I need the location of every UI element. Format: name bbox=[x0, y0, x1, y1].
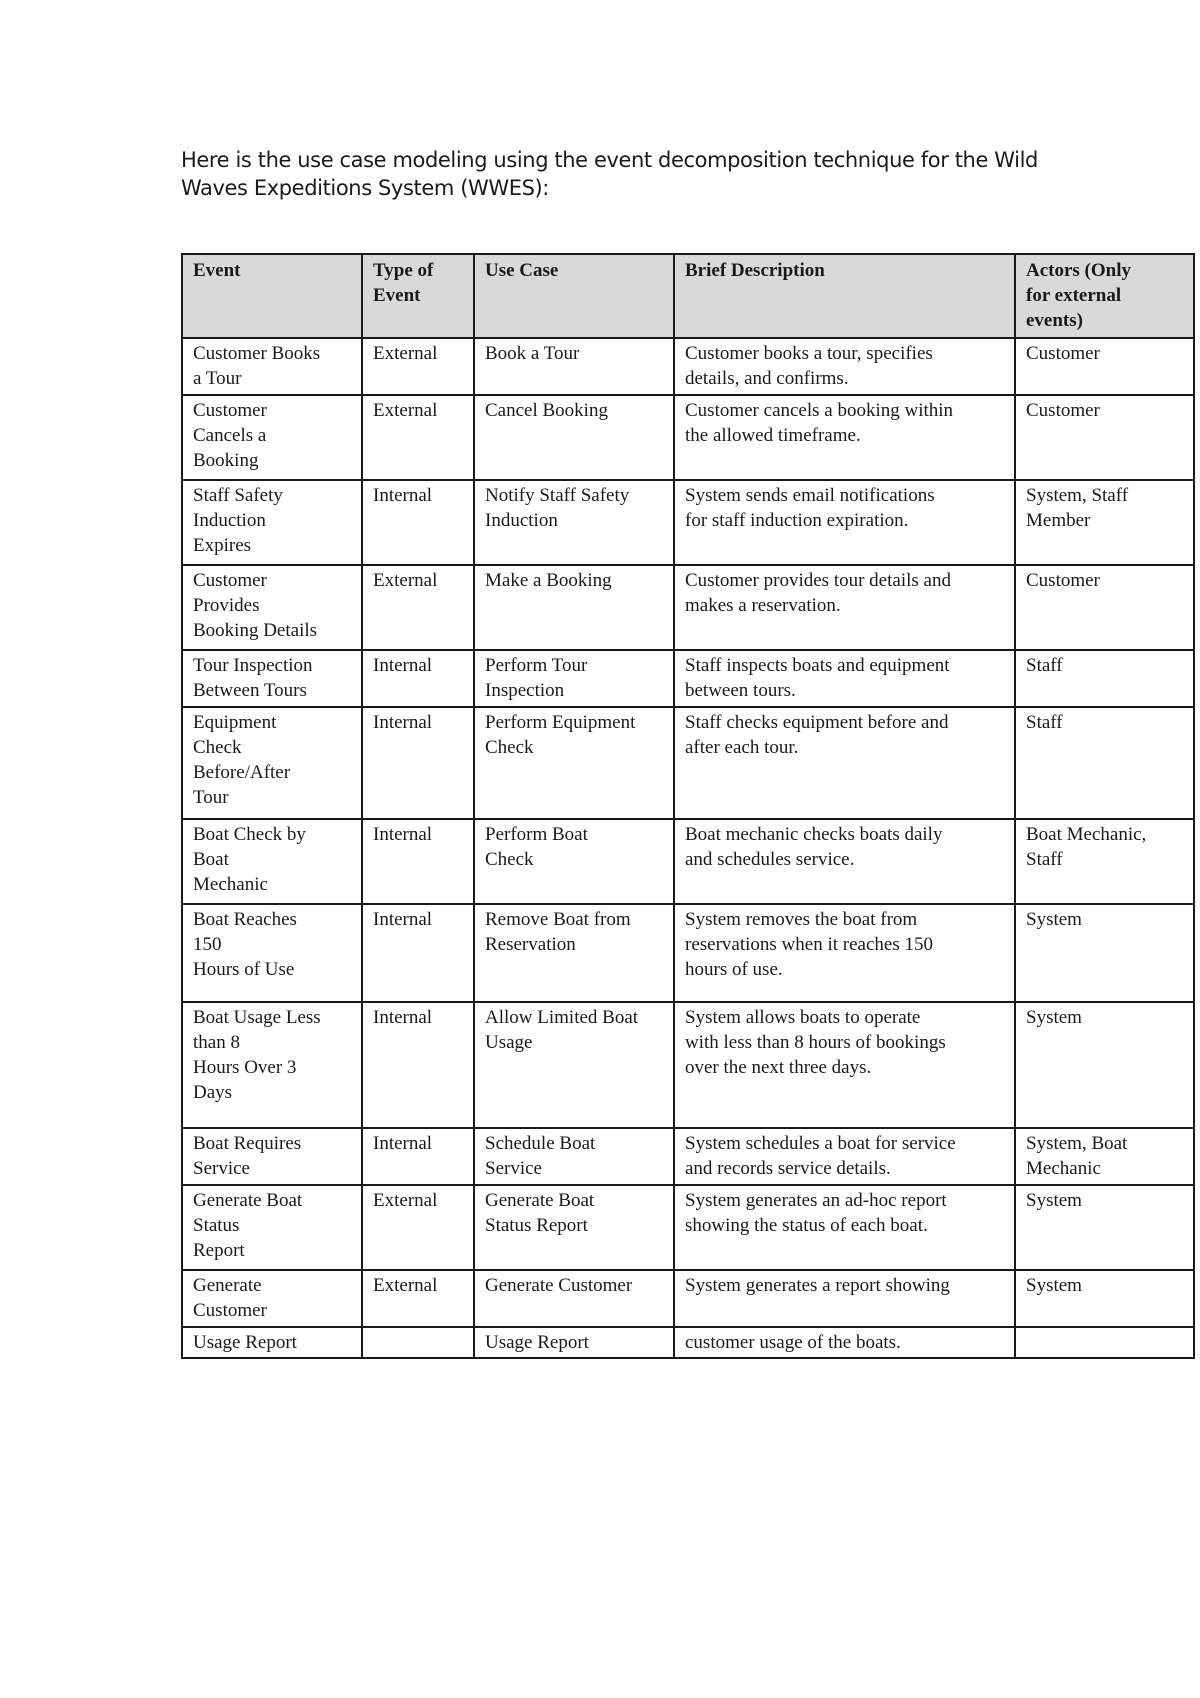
cell-use-case: Perform Equipment Check bbox=[474, 707, 674, 819]
cell-description: Customer provides tour details and makes a reservation. bbox=[674, 565, 1015, 650]
cell-description: System removes the boat from reservations when it reaches 150 hours of use. bbox=[674, 904, 1015, 1002]
table-row bbox=[182, 904, 1194, 1002]
cell-actors: System, Staff Member bbox=[1015, 480, 1194, 565]
cell-actors: Customer bbox=[1015, 338, 1194, 395]
cell-use-case: Perform Boat Check bbox=[474, 819, 674, 904]
cell-type: External bbox=[362, 338, 474, 395]
cell-use-case: Cancel Booking bbox=[474, 395, 674, 480]
cell-actors: System bbox=[1015, 1270, 1194, 1327]
cell-type: Internal bbox=[362, 819, 474, 904]
table-row bbox=[182, 650, 1194, 707]
cell-type: Internal bbox=[362, 650, 474, 707]
header-event: Event bbox=[182, 254, 362, 338]
table-row bbox=[182, 1270, 1194, 1327]
cell-description: customer usage of the boats. bbox=[674, 1327, 1015, 1358]
header-brief-description: Brief Description bbox=[674, 254, 1015, 338]
cell-use-case: Usage Report bbox=[474, 1327, 674, 1358]
cell-actors: System, Boat Mechanic bbox=[1015, 1128, 1194, 1185]
cell-event: Boat Usage Less than 8 Hours Over 3 Days bbox=[182, 1002, 362, 1128]
header-actors: Actors (Only for external events) bbox=[1015, 254, 1194, 338]
cell-use-case: Remove Boat from Reservation bbox=[474, 904, 674, 1002]
cell-type bbox=[362, 1327, 474, 1358]
intro-paragraph bbox=[181, 146, 1081, 202]
cell-event: Tour Inspection Between Tours bbox=[182, 650, 362, 707]
cell-actors: System bbox=[1015, 1002, 1194, 1128]
table-row bbox=[182, 480, 1194, 565]
cell-use-case: Book a Tour bbox=[474, 338, 674, 395]
cell-event: Boat Check by Boat Mechanic bbox=[182, 819, 362, 904]
cell-use-case: Schedule Boat Service bbox=[474, 1128, 674, 1185]
table-row bbox=[182, 565, 1194, 650]
cell-event: Generate Customer bbox=[182, 1270, 362, 1327]
cell-use-case: Make a Booking bbox=[474, 565, 674, 650]
cell-description: Staff inspects boats and equipment between tours. bbox=[674, 650, 1015, 707]
cell-event: Staff Safety Induction Expires bbox=[182, 480, 362, 565]
use-case-table bbox=[181, 253, 1195, 1359]
cell-type: Internal bbox=[362, 707, 474, 819]
cell-description: System generates an ad-hoc report showing the status of each boat. bbox=[674, 1185, 1015, 1270]
cell-use-case: Generate Customer bbox=[474, 1270, 674, 1327]
cell-event: Boat Reaches 150 Hours of Use bbox=[182, 904, 362, 1002]
cell-use-case: Generate Boat Status Report bbox=[474, 1185, 674, 1270]
table-row bbox=[182, 819, 1194, 904]
cell-event: Customer Cancels a Booking bbox=[182, 395, 362, 480]
cell-use-case: Allow Limited Boat Usage bbox=[474, 1002, 674, 1128]
table-row bbox=[182, 707, 1194, 819]
cell-type: Internal bbox=[362, 480, 474, 565]
table-row bbox=[182, 1128, 1194, 1185]
cell-description: Customer cancels a booking within the allowed timeframe. bbox=[674, 395, 1015, 480]
cell-description: Boat mechanic checks boats daily and schedules service. bbox=[674, 819, 1015, 904]
table-row bbox=[182, 1327, 1194, 1358]
table-row bbox=[182, 1002, 1194, 1128]
cell-description: Staff checks equipment before and after each tour. bbox=[674, 707, 1015, 819]
cell-event: Customer Provides Booking Details bbox=[182, 565, 362, 650]
cell-type: External bbox=[362, 565, 474, 650]
cell-event: Equipment Check Before/After Tour bbox=[182, 707, 362, 819]
cell-actors: System bbox=[1015, 1185, 1194, 1270]
table-row bbox=[182, 395, 1194, 480]
cell-actors: Boat Mechanic, Staff bbox=[1015, 819, 1194, 904]
cell-type: External bbox=[362, 1185, 474, 1270]
table-header-row bbox=[182, 254, 1194, 338]
cell-actors: Customer bbox=[1015, 565, 1194, 650]
cell-type: External bbox=[362, 395, 474, 480]
cell-event: Usage Report bbox=[182, 1327, 362, 1358]
cell-actors: System bbox=[1015, 904, 1194, 1002]
cell-event: Boat Requires Service bbox=[182, 1128, 362, 1185]
intro-line-2: Waves Expeditions System (WWES): bbox=[181, 176, 549, 200]
cell-use-case: Perform Tour Inspection bbox=[474, 650, 674, 707]
cell-event: Generate Boat Status Report bbox=[182, 1185, 362, 1270]
intro-line-1: Here is the use case modeling using the event decomposition technique for the Wild bbox=[181, 148, 1038, 172]
cell-type: Internal bbox=[362, 1002, 474, 1128]
cell-use-case: Notify Staff Safety Induction bbox=[474, 480, 674, 565]
table-row bbox=[182, 338, 1194, 395]
cell-actors bbox=[1015, 1327, 1194, 1358]
cell-description: System allows boats to operate with less than 8 hours of bookings over the next three days. bbox=[674, 1002, 1015, 1128]
header-type-of-event: Type of Event bbox=[362, 254, 474, 338]
cell-description: System generates a report showing bbox=[674, 1270, 1015, 1327]
table-row bbox=[182, 1185, 1194, 1270]
cell-type: External bbox=[362, 1270, 474, 1327]
cell-type: Internal bbox=[362, 904, 474, 1002]
cell-event: Customer Books a Tour bbox=[182, 338, 362, 395]
cell-actors: Staff bbox=[1015, 650, 1194, 707]
cell-type: Internal bbox=[362, 1128, 474, 1185]
cell-actors: Customer bbox=[1015, 395, 1194, 480]
table-body bbox=[182, 338, 1194, 1358]
cell-description: Customer books a tour, specifies details, and confirms. bbox=[674, 338, 1015, 395]
cell-description: System schedules a boat for service and records service details. bbox=[674, 1128, 1015, 1185]
header-use-case: Use Case bbox=[474, 254, 674, 338]
cell-actors: Staff bbox=[1015, 707, 1194, 819]
cell-description: System sends email notifications for staff induction expiration. bbox=[674, 480, 1015, 565]
